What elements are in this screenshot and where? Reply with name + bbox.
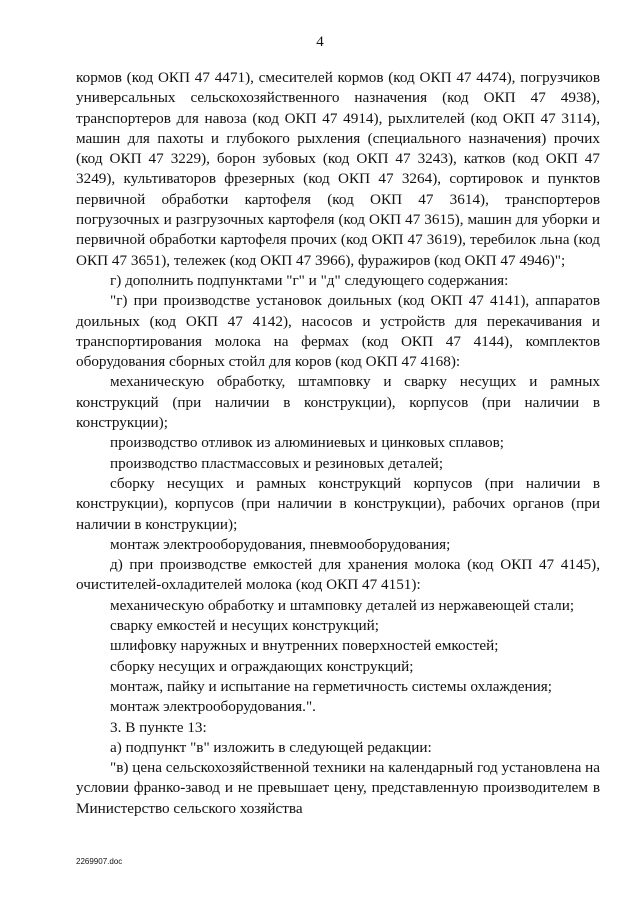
paragraph: "г) при производстве установок доильных (код ОКП 47 4141), аппаратов доильных (код ОКП 47 4142), насосов и устройств для перекачивания и транспортирования молока на фермах (код ОКП 47 4144), комплектов оборудования сборных стойл для коров (код ОКП 47 4168): (76, 292, 600, 371)
paragraph: механическую обработку и штамповку деталей из нержавеющей стали; (110, 596, 575, 614)
paragraph: "в) цена сельскохозяйственной техники на календарный год установлена на условии франко-завод и не превышает цену, представленную производителем в Министерство сельского хозяйства (76, 759, 600, 817)
paragraph: сборку несущих и ограждающих конструкций; (110, 657, 414, 675)
paragraph: механическую обработку, штамповку и сварку несущих и рамных конструкций (при наличии в конструкции), корпусов (при наличии в конструкции); (76, 373, 600, 432)
paragraph: г) дополнить подпунктами "г" и "д" следующего содержания: (110, 271, 509, 289)
paragraph: а) подпункт "в" изложить в следующей редакции: (110, 738, 432, 756)
paragraph: монтаж электрооборудования, пневмооборудования; (110, 535, 451, 553)
paragraph: сборку несущих и рамных конструкций корпусов (при наличии в конструкции), корпусов (при наличии в конструкции), рабочих органов (при наличии в конструкции); (76, 474, 600, 533)
paragraph: производство отливок из алюминиевых и цинковых сплавов; (110, 434, 504, 452)
paragraph: монтаж, пайку и испытание на герметичность системы охлаждения; (110, 677, 552, 695)
document-body (76, 68, 600, 819)
paragraph: 3. В пункте 13: (110, 718, 207, 736)
paragraph: сварку емкостей и несущих конструкций; (110, 617, 379, 635)
paragraph: кормов (код ОКП 47 4471), смесителей кормов (код ОКП 47 4474), погрузчиков универсальных сельскохозяйственного назначения (код ОКП 47 4938), транспортеров для навоза (код ОКП 47 4914), рыхлителей (код ОКП 47 3114), машин для пахоты и глубокого рыхления (специального назначения) прочих (код ОКП 47 3229), борон зубовых (код ОКП 47 3243), катков (код ОКП 47 3249), культиваторов фрезерных (код ОКП 47 3264), сортировок и пунктов первичной обработки картофеля (код ОКП 47 3614), транспортеров погрузочных и разгрузочных картофеля (код ОКП 47 3615), машин для уборки и первичной обработки картофеля прочих (код ОКП 47 3619), теребилок льна (код ОКП 47 3651), тележек (код ОКП 47 3966), фуражиров (код ОКП 47 4946)"; (76, 69, 600, 269)
paragraph: монтаж электрооборудования.". (110, 698, 316, 716)
page-number: 4 (316, 34, 324, 50)
document-filename: 2269907.doc (76, 857, 123, 866)
paragraph: д) при производстве емкостей для хранения молока (код ОКП 47 4145), очистителей-охладителей молока (код ОКП 47 4151): (76, 556, 600, 594)
paragraph: шлифовку наружных и внутренних поверхностей емкостей; (110, 637, 499, 655)
paragraph: производство пластмассовых и резиновых деталей; (110, 454, 444, 472)
